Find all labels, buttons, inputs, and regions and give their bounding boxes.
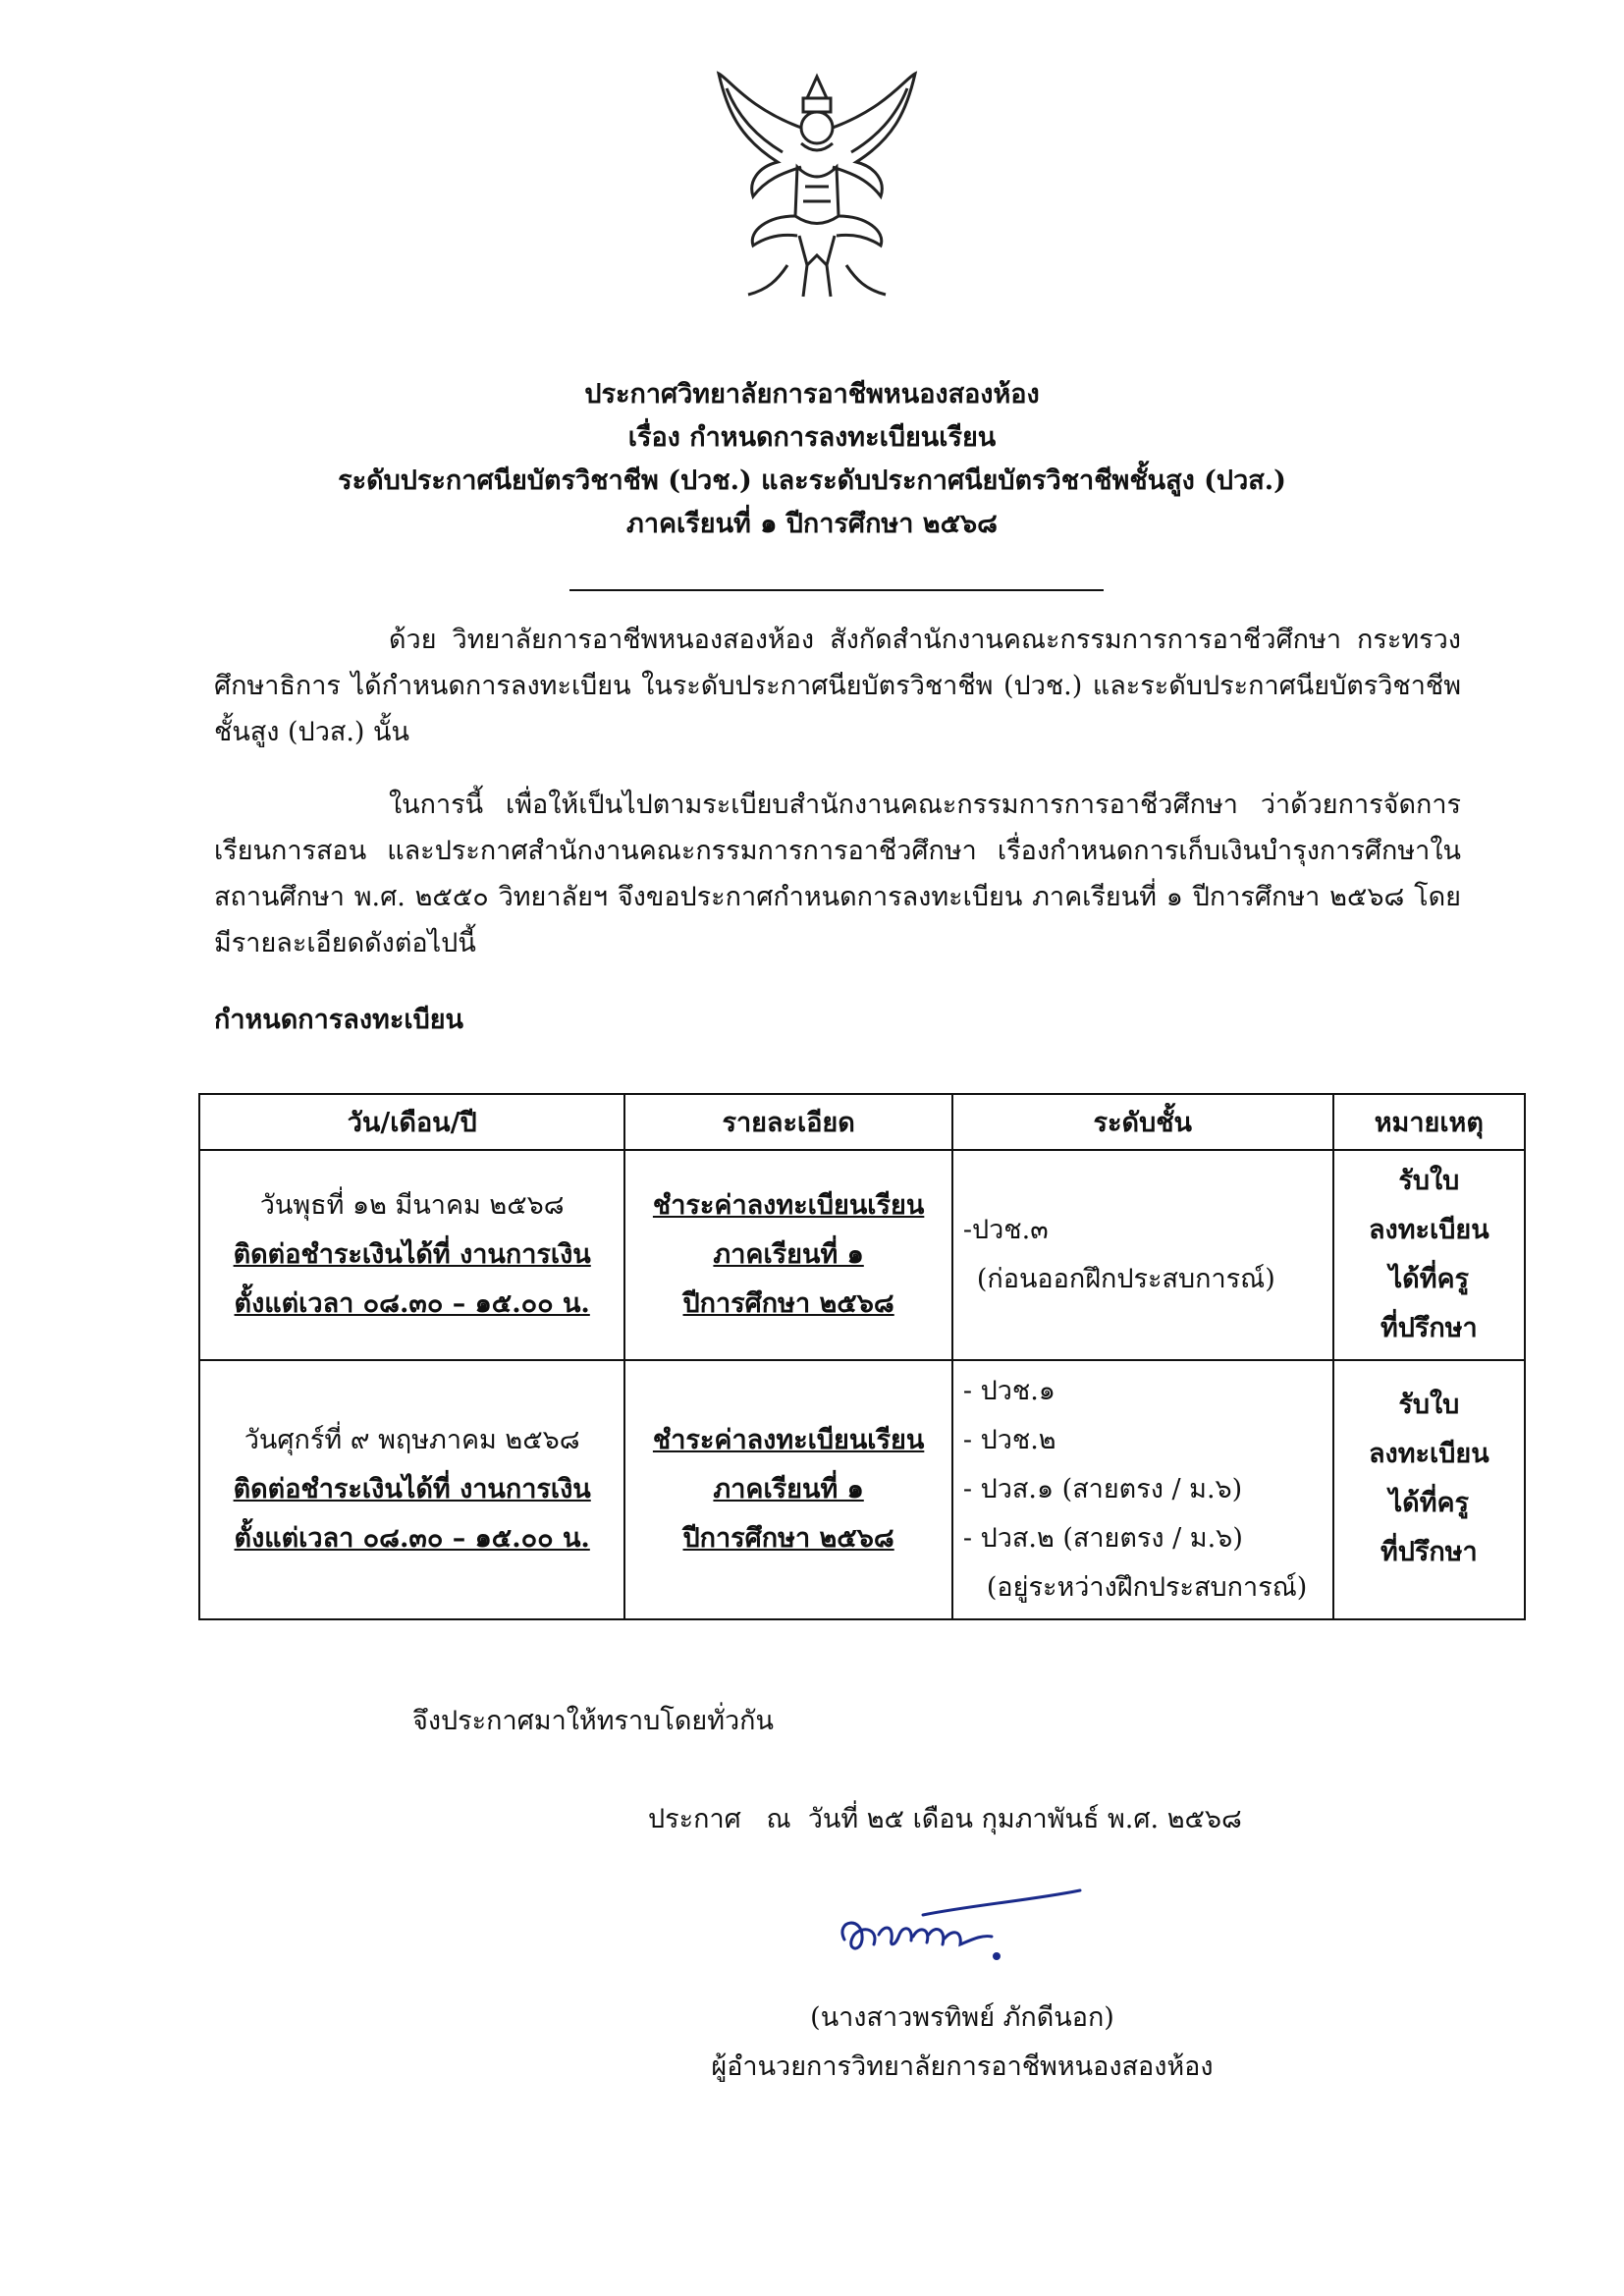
paragraph-intro-text: ด้วย วิทยาลัยการอาชีพหนองสองห้อง สังกัดสำนักงานคณะกรรมการการอาชีวศึกษา กระทรวงศึกษาธิการ ได้กำหนดการลงทะเบียน ในระดับประกาศนียบัตรวิชาชีพ (ปวช.) และระดับประกาศนียบัตรวิชาชีพชั้นสูง (ปวส.) นั้น (214, 625, 1461, 747)
paragraph-details (214, 782, 1461, 966)
table-row (199, 1360, 1525, 1619)
garuda-emblem-icon (709, 69, 925, 304)
detail-line: ชำระค่าลงทะเบียนเรียน (652, 1190, 925, 1221)
level-cell (952, 1150, 1333, 1360)
date-cell (199, 1360, 624, 1619)
time-text: ตั้งแต่เวลา ๐๘.๓๐ – ๑๕.๐๐ น. (234, 1288, 590, 1319)
note-line: ลงทะเบียน (1368, 1215, 1489, 1245)
note-line: ที่ปรึกษา (1380, 1313, 1478, 1343)
contact-text: ติดต่อชำระเงินได้ที่ งานการเงิน (233, 1474, 591, 1504)
note-line: ที่ปรึกษา (1380, 1537, 1478, 1567)
detail-line: ภาคเรียนที่ ๑ (713, 1474, 864, 1504)
detail-line: ปีการศึกษา ๒๕๖๘ (682, 1288, 894, 1319)
title-line-4: ภาคเรียนที่ ๑ ปีการศึกษา ๒๕๖๘ (626, 509, 998, 539)
level-line: (อยู่ระหว่างฝึกประสบการณ์) (986, 1572, 1308, 1603)
signer-title: ผู้อำนวยการวิทยาลัยการอาชีพหนองสองห้อง (711, 2051, 1214, 2082)
header-date: วัน/เดือน/ปี (199, 1094, 624, 1150)
table-row (199, 1150, 1525, 1360)
signer-name: (นางสาวพรทิพย์ ภักดีนอก) (810, 2002, 1114, 2033)
note-line: ได้ที่ครู (1388, 1488, 1470, 1518)
note-line: รับใบ (1398, 1166, 1460, 1196)
title-line-1: ประกาศวิทยาลัยการอาชีพหนองสองห้อง (584, 379, 1040, 410)
detail-cell (624, 1360, 952, 1619)
announcement-date: ประกาศ ณ วันที่ ๒๕ เดือน กุมภาพันธ์ พ.ศ. ๒๕๖๘ (648, 1804, 1242, 1834)
date-text: วันศุกร์ที่ ๙ พฤษภาคม ๒๕๖๘ (244, 1425, 580, 1455)
note-line: รับใบ (1398, 1390, 1460, 1420)
note-cell (1333, 1150, 1525, 1360)
title-divider (569, 589, 1104, 591)
detail-line: ภาคเรียนที่ ๑ (713, 1239, 864, 1270)
title-line-2: เรื่อง กำหนดการลงทะเบียนเรียน (627, 422, 997, 453)
paragraph-details-text: ในการนี้ เพื่อให้เป็นไปตามระเบียบสำนักงานคณะกรรมการการอาชีวศึกษา ว่าด้วยการจัดการเรียนการสอน และประกาศสำนักงานคณะกรรมการการอาชีวศึกษา เรื่องกำหนดการเก็บเงินบำรุงการศึกษาในสถานศึกษา พ.ศ. ๒๕๕๐ วิทยาลัยฯ จึงขอประกาศกำหนดการลงทะเบียน ภาคเรียนที่ ๑ ปีการศึกษา ๒๕๖๘ โดยมีรายละเอียดดังต่อไปนี้ (214, 790, 1461, 958)
level-line: (ก่อนออกฝึกประสบการณ์) (976, 1264, 1275, 1294)
title-line-3: ระดับประกาศนียบัตรวิชาชีพ (ปวช.) และระดับประกาศนียบัตรวิชาชีพชั้นสูง (ปวส.) (338, 465, 1286, 496)
announcement-title (196, 373, 1428, 546)
paragraph-intro (214, 617, 1461, 755)
detail-line: ปีการศึกษา ๒๕๖๘ (682, 1523, 894, 1554)
note-line: ได้ที่ครู (1388, 1264, 1470, 1294)
date-cell (199, 1150, 624, 1360)
level-line: - ปวส.๑ (สายตรง / ม.๖) (962, 1474, 1243, 1504)
contact-text: ติดต่อชำระเงินได้ที่ งานการเงิน (233, 1239, 591, 1270)
level-line: - ปวช.๑ (962, 1376, 1056, 1406)
handwritten-signature-icon (825, 1886, 1100, 1994)
detail-cell (624, 1150, 952, 1360)
signer-block (687, 1994, 1237, 2092)
level-line: -ปวช.๓ (962, 1215, 1049, 1245)
section-heading: กำหนดการลงทะเบียน (214, 1005, 463, 1035)
detail-line: ชำระค่าลงทะเบียนเรียน (652, 1425, 925, 1455)
header-detail: รายละเอียด (624, 1094, 952, 1150)
note-cell (1333, 1360, 1525, 1619)
time-text: ตั้งแต่เวลา ๐๘.๓๐ – ๑๕.๐๐ น. (234, 1523, 590, 1554)
note-line: ลงทะเบียน (1368, 1439, 1489, 1469)
level-line: - ปวส.๒ (สายตรง / ม.๖) (962, 1523, 1243, 1554)
header-note: หมายเหตุ (1333, 1094, 1525, 1150)
level-cell (952, 1360, 1333, 1619)
header-level: ระดับชั้น (952, 1094, 1333, 1150)
closing-statement: จึงประกาศมาให้ทราบโดยทั่วกัน (412, 1706, 774, 1736)
registration-table (198, 1093, 1526, 1620)
date-text: วันพุธที่ ๑๒ มีนาคม ๒๕๖๘ (259, 1190, 565, 1221)
table-header-row (199, 1094, 1525, 1150)
level-line: - ปวช.๒ (962, 1425, 1056, 1455)
